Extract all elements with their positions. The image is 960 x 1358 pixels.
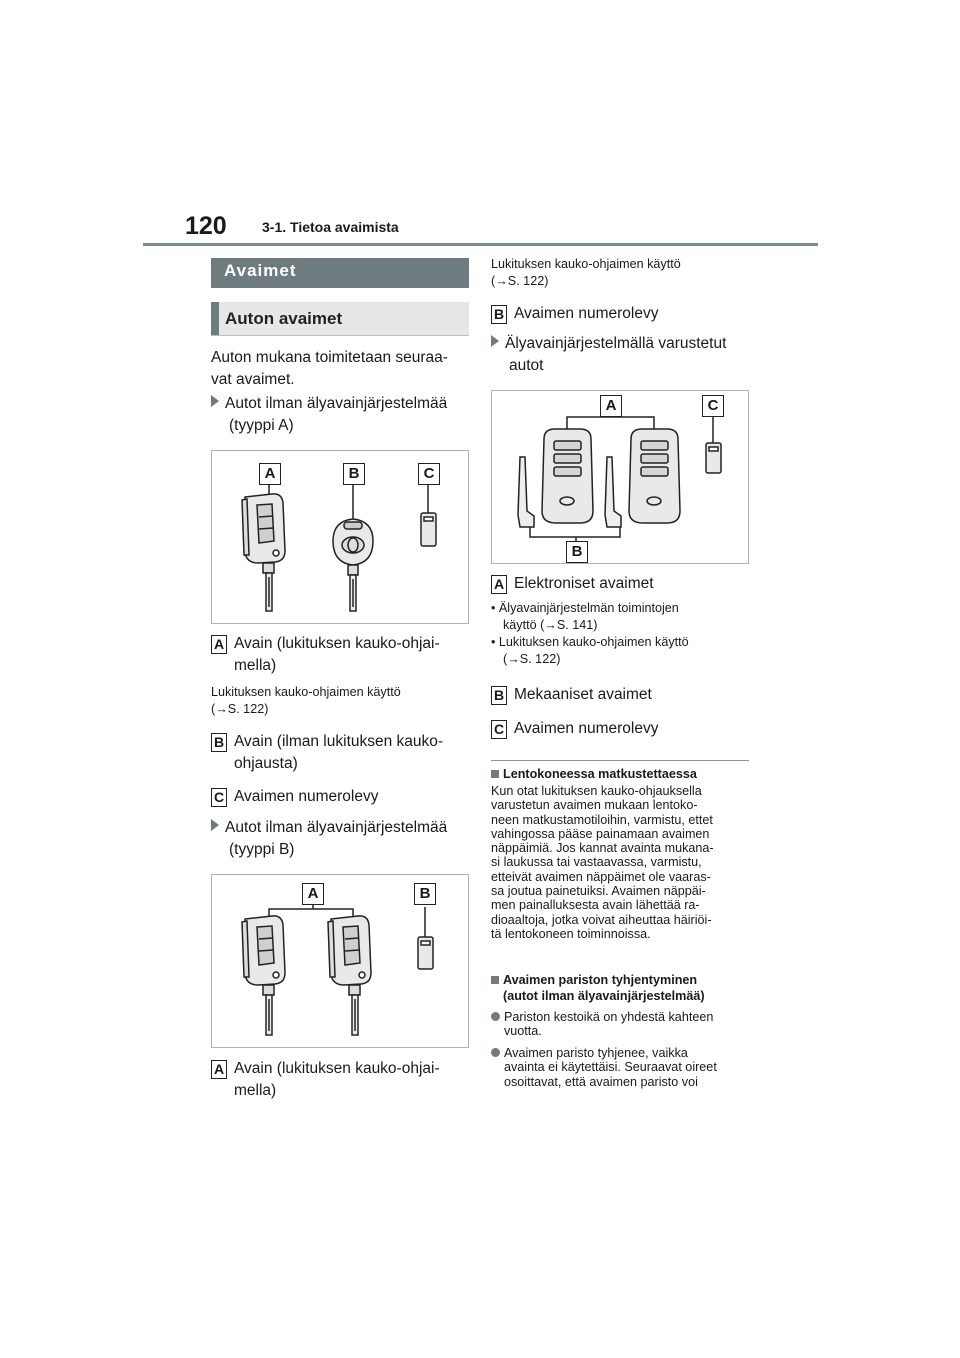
main-heading-banner — [211, 258, 469, 288]
heading-line: Älyavainjärjestelmällä varustetut — [505, 335, 727, 352]
bullet-line: käyttö (→S. 141) — [503, 618, 598, 632]
heading-line: (tyyppi B) — [229, 841, 295, 858]
sub-heading: Auton avaimet — [225, 309, 343, 328]
figure-label-c: C — [702, 395, 724, 417]
note-a — [211, 684, 401, 718]
item-b-text: Mekaaniset avaimet — [514, 686, 652, 703]
item-line: mella) — [234, 1082, 277, 1099]
intro-text — [211, 347, 448, 391]
paragraph-line: si laukussa tai vastaavassa, varmistu, — [491, 855, 702, 870]
heading-line: Autot ilman älyavainjärjestelmää — [225, 819, 448, 836]
figure-smart-keys — [491, 390, 749, 564]
bullet-line: Pariston kestoikä on yhdestä kahteen — [504, 1010, 714, 1024]
label-box-b: B — [491, 686, 507, 705]
label-box-c: C — [211, 788, 227, 807]
note-line: (→S. 122) — [491, 274, 549, 288]
paragraph-line: näppäimiä. Jos kannat avainta mukana- — [491, 841, 714, 856]
label-box-b: B — [491, 305, 507, 324]
label-box-a: A — [491, 575, 507, 594]
paragraph-line: tä lentokoneen toiminnoissa. — [491, 926, 651, 941]
item-line: mella) — [234, 657, 277, 674]
section-divider — [491, 760, 749, 761]
triangle-bullet-icon — [491, 335, 499, 347]
label-box-a: A — [211, 635, 227, 654]
figure-keys-type-a — [211, 450, 469, 624]
figure-label-b: B — [414, 883, 436, 905]
figure-label-c: C — [418, 463, 440, 485]
heading-type-a — [211, 393, 447, 437]
battery-title-line: Avaimen pariston tyhjentyminen — [503, 973, 698, 987]
bullet-line: • Lukituksen kauko-ohjaimen käyttö — [491, 635, 689, 649]
square-bullet-icon — [491, 976, 499, 984]
paragraph-line: sa joutua painetuiksi. Avaimen näppäi- — [491, 884, 706, 899]
battery-title-line: (autot ilman älyavainjärjestelmää) — [503, 989, 705, 1003]
note-top — [491, 256, 681, 290]
bullet-line: • Älyavainjärjestelmän toimintojen — [491, 601, 679, 615]
label-box-b: B — [211, 733, 227, 752]
header-rule — [143, 243, 818, 246]
paragraph-line: Kun otat lukituksen kauko-ohjauksella — [491, 784, 702, 798]
airplane-paragraph — [491, 784, 753, 941]
item-a-text — [234, 633, 440, 677]
note-line: Lukituksen kauko-ohjaimen käyttö — [491, 257, 681, 271]
item-b-top-text: Avaimen numerolevy — [514, 305, 659, 322]
heading-line: (tyyppi A) — [229, 417, 294, 434]
item-c-text: Avaimen numerolevy — [234, 788, 379, 805]
heading-type-b — [211, 817, 447, 861]
item-a-text: Elektroniset avaimet — [514, 575, 654, 592]
figure-label-a: A — [600, 395, 622, 417]
page-number: 120 — [185, 212, 227, 240]
triangle-bullet-icon — [211, 395, 219, 407]
section-title: 3-1. Tietoa avaimista — [262, 219, 399, 235]
figure-label-a: A — [259, 463, 281, 485]
paragraph-line: dioaaltoja, jotka voivat aiheuttaa häiriöi- — [491, 912, 712, 927]
sub-heading-bar — [211, 302, 219, 335]
item-line: Avain (ilman lukituksen kauko- — [234, 733, 444, 750]
bullet-line: Avaimen paristo tyhjenee, vaikka — [504, 1046, 688, 1060]
note-line: Lukituksen kauko-ohjaimen käyttö — [211, 685, 401, 699]
paragraph-line: men painalluksesta avain lähettää ra- — [491, 898, 700, 913]
bullet-line: vuotta. — [504, 1024, 542, 1039]
battery-bullet-2 — [491, 1046, 717, 1089]
main-heading: Avaimet — [224, 261, 297, 280]
figure-label-a: A — [302, 883, 324, 905]
circle-bullet-icon — [491, 1048, 500, 1057]
bullet-line: (→S. 122) — [503, 652, 561, 666]
item-line: Avain (lukituksen kauko-ohjai- — [234, 1060, 440, 1077]
bullet-line: avainta ei käytettäisi. Seuraavat oireet — [504, 1060, 717, 1075]
paragraph-line: varustetun avaimen mukaan lentoko- — [491, 798, 698, 813]
square-bullet-icon — [491, 770, 499, 778]
battery-bullet-1 — [491, 1010, 713, 1039]
paragraph-line: vahingossa pääse painamaan avaimen — [491, 826, 710, 841]
label-box-c: C — [491, 720, 507, 739]
airplane-heading — [491, 766, 697, 782]
bullet-line: osoittavat, että avaimen paristo voi — [504, 1074, 698, 1089]
intro-line: vat avaimet. — [211, 371, 295, 388]
heading-line: Autot ilman älyavainjärjestelmää — [225, 395, 448, 412]
figure-keys-type-b — [211, 874, 469, 1048]
intro-line: Auton mukana toimitetaan seuraa- — [211, 349, 448, 366]
item-line: ohjausta) — [234, 755, 298, 772]
paragraph-line: etteivät avaimen näppäimet ole vaaras- — [491, 869, 711, 884]
item-line: Avain (lukituksen kauko-ohjai- — [234, 635, 440, 652]
label-box-a: A — [211, 1060, 227, 1079]
triangle-bullet-icon — [211, 819, 219, 831]
item-a2-text — [234, 1058, 440, 1102]
battery-heading — [491, 972, 705, 1004]
airplane-title: Lentokoneessa matkustettaessa — [503, 767, 697, 781]
heading-smart-key — [491, 333, 726, 377]
figure-label-b: B — [566, 541, 588, 563]
paragraph-line: neen matkustamotiloihin, varmistu, ettet — [491, 812, 713, 827]
note-line: (→S. 122) — [211, 702, 269, 716]
item-c-text: Avaimen numerolevy — [514, 720, 659, 737]
heading-line: autot — [509, 357, 544, 374]
bullet-list — [491, 600, 689, 668]
figure-label-b: B — [343, 463, 365, 485]
sub-heading-banner — [211, 302, 469, 336]
item-b-text — [234, 731, 443, 775]
circle-bullet-icon — [491, 1012, 500, 1021]
